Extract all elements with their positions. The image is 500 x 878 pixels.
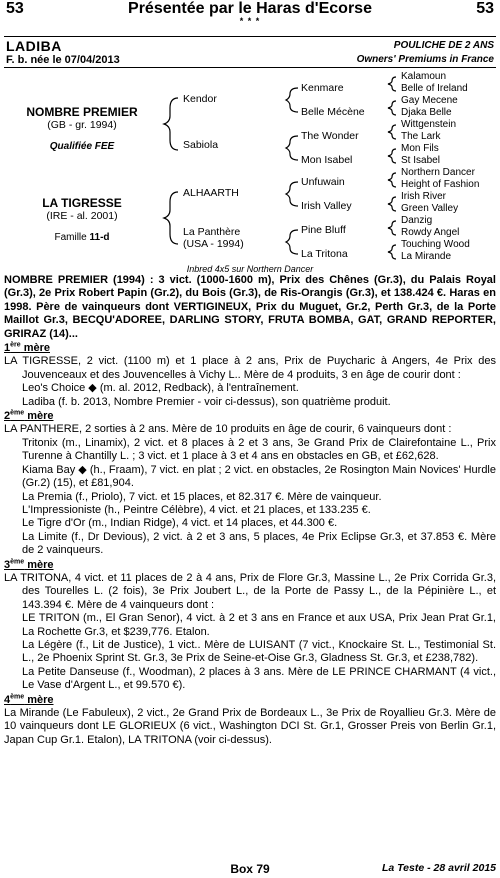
catalogue-text — [4, 274, 496, 747]
pedigree-g4: La Mirande — [401, 251, 452, 262]
produce-la-petite-danseuse: La Petite Danseuse (f., Woodman), 2 places à 3 ans. Mère de LE PRINCE CHARMANT (4 vict., Le Vase d'Argent L., et 99.570 €). — [22, 665, 496, 692]
third-dam-record: LA TRITONA, 4 vict. et 11 places de 2 à 4 ans, Prix de Flore Gr.3, Massine L., 2e Prix Corrida Gr.3, des Tourelles L. (2 fois), 3e Prix Joubert L., de la Porte de Passy L., de la Pépinière L., et 143.394 €. Mère de 4 vainqueurs dont : — [4, 571, 496, 611]
pedigree-g2: ALHAARTH — [183, 187, 239, 199]
pedigree-g3: La Tritona — [301, 248, 348, 260]
owners-premiums: Owners' Premiums in France — [356, 54, 494, 65]
page-number-right: 53 — [476, 0, 494, 17]
sire-name: NOMBRE PREMIER — [26, 105, 138, 119]
sire-origin: (GB - gr. 1994) — [47, 119, 117, 131]
pedigree-g3: Irish Valley — [301, 200, 352, 212]
sire-paragraph: NOMBRE PREMIER (1994) : 3 vict. (1000-1600 m), Prix des Chênes (Gr.3), du Palais Royal (Gr.3), 2e Prix Robert Papin (Gr.2), du Bois (Gr.3), de Ris-Orangis (Gr.3), et 138.424 €. Haras en 1998. Père de vainqueurs dont VERTIGINEUX, Prix du Muguet, Gr.2, Perth Gr.3, de la Porte Maillot Gr.3, BECQU'ADOREE, DARLING STORY, FRUTA BOMBA, GAT, GRAND REPORTER, GRIRAZ (14)... — [4, 274, 496, 340]
pedigree-g4: Gay Mecene — [401, 95, 458, 106]
pedigree-g4: Wittgenstein — [401, 119, 457, 130]
dam-origin: (IRE - al. 2001) — [46, 210, 118, 222]
page-number-left: 53 — [6, 0, 24, 17]
produce-impressioniste: L'Impressioniste (h., Peintre Célèbre), 4 vict. et 21 places, et 133.235 €. — [22, 503, 371, 516]
section-third-dam: 3ème mère — [4, 557, 54, 571]
page-header — [6, 0, 494, 26]
pedigree-g2-origin: (USA - 1994) — [183, 238, 244, 250]
produce-la-premia: La Premia (f., Priolo), 7 vict. et 15 places, et 82.317 €. Mère de vainqueur. — [22, 490, 382, 503]
produce-le-triton: LE TRITON (m., El Gran Senor), 4 vict. à 2 et 3 ans en France et aux USA, Prix Jean Prat Gr.1, La Rochette Gr.3, et $239,776. Etalon. — [22, 612, 496, 638]
page-title: Présentée par le Haras d'Ecorse — [128, 0, 372, 17]
dam-family: Famille 11-d — [54, 232, 110, 243]
produce-tigre-dor: Le Tigre d'Or (m., Indian Ridge), 4 vict. et 14 places, et 44.300 €. — [22, 517, 338, 530]
second-dam-record: LA PANTHERE, 2 sorties à 2 ans. Mère de 10 produits en âge de courir, 6 vainqueurs dont : — [4, 423, 452, 436]
horse-birth: F. b. née le 07/04/2013 — [6, 54, 120, 66]
produce-la-legere: La Légère (f., Lit de Justice), 1 vict.. Mère de LUISANT (7 vict., Knockaire St. L., Testimonial St. L., 2e Phoenix Sprint St. Gr.3, 3e Prix de Seine-et-Oise Gr.3, Gladness St. Gr.3, et £238,782). — [22, 638, 496, 665]
first-dam-record: LA TIGRESSE, 2 vict. (1100 m) et 1 place à 2 ans, Prix de Puycharic à Angers, 4e Prix des Jouvenceaux et des Jouvencelles à Vichy L.. Mère de 4 produits, 3 en âge de courir dont : — [4, 355, 496, 381]
box-number: Box 79 — [230, 862, 270, 876]
produce-tritonix: Tritonix (m., Linamix), 2 vict. et 8 places à 2 et 3 ans, 3e Grand Prix de Clairefontaine L., Prix Turenne à Chantilly L. ; 3 vict. et 1 place à 3 et 4 ans en obstacles en GB, et £62,628. — [22, 436, 496, 463]
horse-name: LADIBA — [6, 38, 62, 54]
pedigree-g3: Belle Mécène — [301, 106, 365, 118]
produce-la-limite: La Limite (f., Dr Devious), 2 vict. à 2 et 3 ans, 5 places, 4e Prix Eclipse Gr.3, et 37.853 €. Mère de 2 vainqueurs. — [22, 530, 496, 557]
fourth-dam-record: La Mirande (Le Fabuleux), 2 vict., 2e Grand Prix de Bordeaux L., 3e Prix de Royallieu Gr.3. Mère de 10 vainqueurs dont LE GLORIEUX (6 vict., Washington DCI St. Gr.1, Grosser Preis von Berlin Gr.1, Japan Cup Gr.1. Etalon), LA TRITONA (voir ci-dessus). — [4, 707, 496, 746]
pedigree-g4: Kalamoun — [401, 71, 447, 82]
pedigree-table — [0, 68, 500, 274]
sale-place-date: La Teste - 28 avril 2015 — [381, 862, 496, 874]
produce-ladiba: Ladiba (f. b. 2013, Nombre Premier - voir ci-dessus), son quatrième produit. — [22, 395, 391, 408]
section-second-dam: 2ème mère — [4, 409, 54, 423]
pedigree-g2: Kendor — [183, 93, 217, 105]
sire-note: Qualifiée FEE — [49, 141, 115, 152]
pedigree-g4: Touching Wood — [401, 239, 470, 250]
horse-sex-age: POULICHE DE 2 ANS — [393, 40, 494, 51]
produce-leos-choice: Leo's Choice ◆ (m. al. 2012, Redback), à l'entraînement. — [22, 382, 299, 395]
pedigree-g3: Kenmare — [301, 82, 344, 94]
pedigree-g3: The Wonder — [301, 130, 359, 142]
section-first-dam: 1ère mère — [4, 341, 50, 355]
pedigree-g2: Sabiola — [183, 139, 219, 151]
pedigree-g4: Green Valley — [401, 203, 459, 214]
section-fourth-dam: 4ème mère — [4, 692, 54, 706]
pedigree-g4: Mon Fils — [401, 143, 439, 154]
pedigree-g4: Belle of Ireland — [401, 83, 468, 94]
pedigree-g4: Djaka Belle — [401, 107, 452, 118]
pedigree-g4: Northern Dancer — [401, 167, 475, 178]
pedigree-g4: Irish River — [401, 191, 447, 202]
produce-kiama-bay: Kiama Bay ◆ (h., Fraam), 7 vict. en plat ; 2 vict. en obstacles, 2e Rosington Main Novices' Hurdle (Gr.2) (15), et £81,904. — [22, 463, 496, 490]
horse-header — [4, 36, 496, 68]
pedigree-g3: Unfuwain — [301, 176, 345, 188]
pedigree-g3: Mon Isabel — [301, 154, 353, 166]
inbreeding-note: Inbred 4x5 sur Northern Dancer — [186, 264, 314, 274]
pedigree-g4: St Isabel — [401, 155, 440, 166]
pedigree-g2: La Panthère — [183, 226, 241, 238]
pedigree-g4: Danzig — [401, 215, 433, 226]
dam-name: LA TIGRESSE — [42, 196, 122, 210]
pedigree-g3: Pine Bluff — [301, 224, 346, 236]
pedigree-dam — [0, 196, 164, 243]
pedigree-g4: Rowdy Angel — [401, 227, 460, 238]
pedigree-sire — [0, 105, 164, 152]
pedigree-g4: The Lark — [401, 131, 441, 142]
pedigree-g4: Height of Fashion — [401, 179, 480, 190]
header-stars: * * * — [239, 16, 261, 26]
